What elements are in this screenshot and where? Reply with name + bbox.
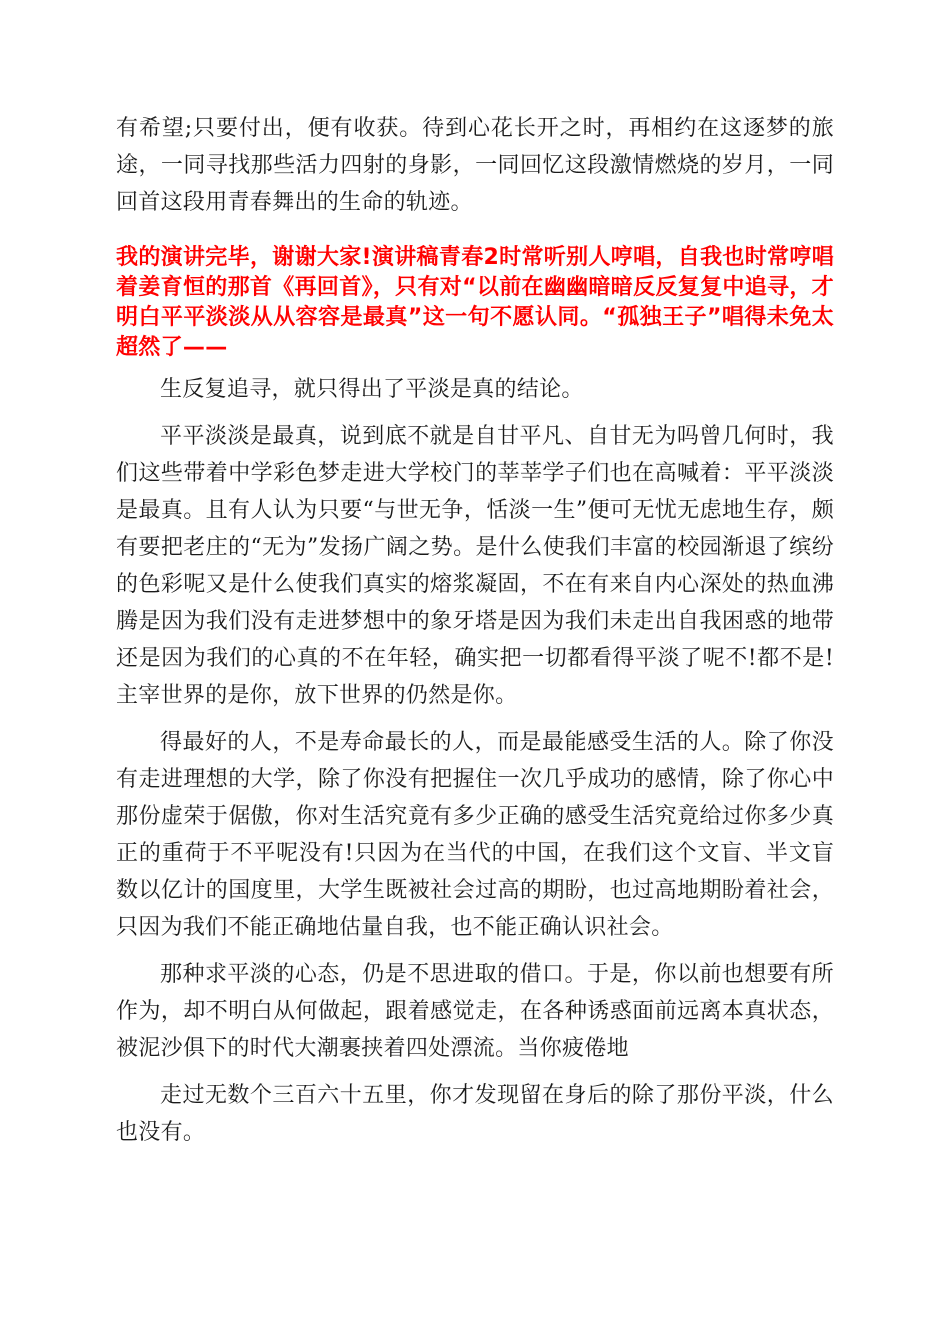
body-paragraph: 那种求平淡的心态，仍是不思进取的借口。于是，你以前也想要有所作为，却不明白从何做起，跟着感觉走，在各种诱惑面前远离本真状态，被泥沙俱下的时代大潮裹挟着四处漂流。当你疲倦地 bbox=[116, 962, 834, 1061]
body-paragraph: 有希望;只要付出，便有收获。待到心花长开之时，再相约在这逐梦的旅途，一同寻找那些活力四射的身影，一同回忆这段激情燃烧的岁月，一同回首这段用青春舞出的生命的轨迹。 bbox=[116, 116, 834, 215]
body-paragraph: 得最好的人，不是寿命最长的人，而是最能感受生活的人。除了你没有走进理想的大学，除了你没有把握住一次几乎成功的感情，除了你心中那份虚荣于倨傲，你对生活究竟有多少正确的感受生活究竟给过你多少真正的重荷于不平呢没有!只因为在当代的中国，在我们这个文盲、半文盲数以亿计的国度里，大学生既被社会过高的期盼，也过高地期盼着社会，只因为我们不能正确地估量自我，也不能正确认识社会。 bbox=[116, 730, 834, 940]
body-paragraph: 走过无数个三百六十五里，你才发现留在身后的除了那份平淡，什么也没有。 bbox=[116, 1083, 834, 1145]
section-heading: 我的演讲完毕，谢谢大家!演讲稿青春2时常听别人哼唱，自我也时常哼唱着姜育恒的那首《再回首》，只有对“以前在幽幽暗暗反反复复中追寻，才明白平平淡淡从从容容是最真”这一句不愿认同。“孤独王子”唱得未免太超然了—— bbox=[116, 245, 834, 360]
body-paragraph: 生反复追寻，就只得出了平淡是真的结论。 bbox=[160, 377, 584, 402]
body-paragraph: 平平淡淡是最真，说到底不就是自甘平凡、自甘无为吗曾几何时，我们这些带着中学彩色梦走进大学校门的莘莘学子们也在高喊着：平平淡淡是最真。且有人认为只要“与世无争，恬淡一生”便可无忧无虑地生存，颇有要把老庄的“无为”发扬广阔之势。是什么使我们丰富的校园渐退了缤纷的色彩呢又是什么使我们真实的熔浆凝固，不在有来自内心深处的热血沸腾是因为我们没有走进梦想中的象牙塔是因为我们未走出自我困惑的地带还是因为我们的心真的不在年轻，确实把一切都看得平淡了呢不!都不是!主宰世界的是你，放下世界的仍然是你。 bbox=[116, 424, 834, 708]
